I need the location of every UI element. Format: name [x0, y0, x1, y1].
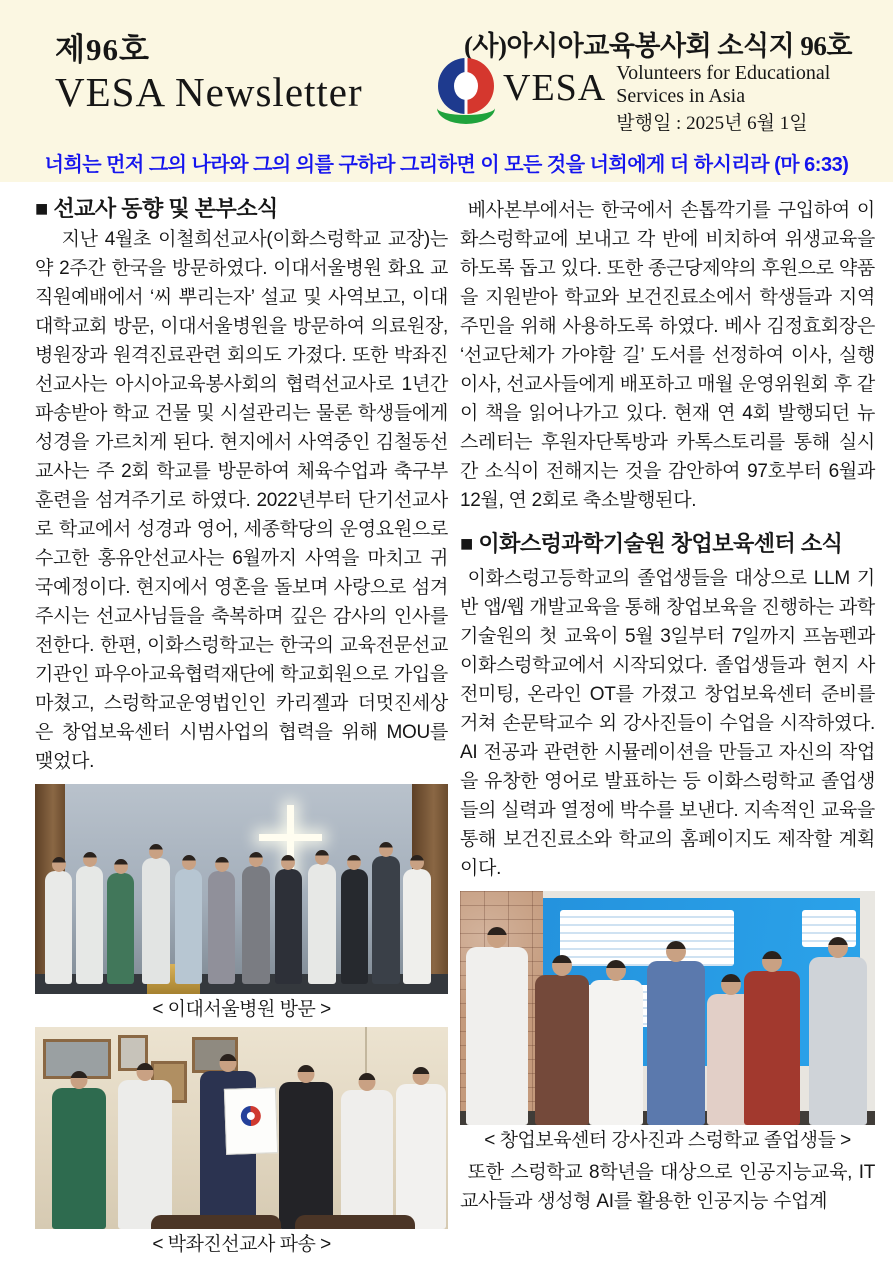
person-silhouette: [341, 1090, 393, 1229]
photo-hospital-visit: [35, 784, 448, 994]
person-silhouette: [52, 1088, 106, 1229]
person-silhouette: [175, 869, 202, 985]
person-silhouette: [403, 869, 431, 985]
hq-news-paragraph: 베사본부에서는 한국에서 손톱깍기를 구입하여 이화스렁학교에 보내고 각 반에 비치하여 위생교육을 하도록 돕고 있다. 또한 종근당제약의 후원으로 약품을 지원받아 학교와 보건진료소에서 학생들과 지역주민을 위해 사용하도록 하였다. 베사 김정효회장은 ‘선교단체가 가야할 길’ 도서를 선정하여 이사, 실행이사, 선교사들에게 배포하고 매월 운영위원회 후 같이 책을 읽어나가고 있다. 현재 연 4회 발행되던 뉴스레터는 후원자단톡방과 카톡스토리를 통해 실시간 소식이 전해지는 것을 감안하여 97호부터 6월과 12월, 연 2회로 축소발행된다.: [460, 200, 875, 511]
missionary-news-paragraph: 지난 4월초 이철희선교사(이화스렁학교 교장)는 약 2주간 한국을 방문하였다. 이대서울병원 화요 교직원예배에서 ‘씨 뿌리는자’ 설교 및 사역보고, 이대대학교회 방문, 이대서울병원을 방문하여 의료원장, 병원장과 원격진료관련 회의도 가졌다. 또한 박좌진선교사는 아시아교육봉사회의 협력선교사로 1년간 파송받아 학교 건물 및 시설관리는 물론 학생들에게 성경을 가르치게 된다. 현지에서 사역중인 김철동선교사는 주 2회 학교를 방문하여 체육수업과 축구부 훈련을 섬겨주기로 하였다. 2022년부터 단기선교사로 학교에서 성경과 영어, 세종학당의 운영요원으로 수고한 홍유안선교사는 6월까지 사역을 마치고 귀국예정이다. 현지에서 영혼을 돌보며 사랑으로 섬겨주시는 선교사님들을 축복하며 깊은 감사의 인사를 전한다. 한편, 이화스렁학교는 한국의 교육전문선교기관인 파우아교육협력재단에 학교회원으로 가입을 마쳤고, 스렁학교운영법인인 카리젤과 더멋진세상은 창업보육센터 시범사업의 협력을 위해 MOU를 맺었다.: [35, 229, 448, 772]
person-silhouette: [809, 957, 867, 1125]
mou-certificate: [224, 1087, 278, 1155]
photo-caption-incubation-center: < 창업보육센터 강사진과 스렁학교 졸업생들 >: [484, 1130, 851, 1151]
logo-smile-arc: [437, 92, 495, 124]
person-silhouette: [396, 1084, 446, 1229]
article-columns: [0, 182, 893, 1262]
person-silhouette: [647, 961, 705, 1125]
person-silhouette: [341, 869, 368, 985]
right-column: [460, 196, 875, 1262]
figure-hospital-visit: [35, 784, 448, 1021]
person-silhouette: [535, 975, 589, 1125]
incubation-center-paragraph: 이화스렁고등학교의 졸업생들을 대상으로 LLM 기반 앱/웹 개발교육을 통해 창업보육을 진행하는 과학기술원의 첫 교육이 5월 3일부터 7일까지 프놈펜과 이화스렁학교에서 시작되었다. 졸업생들과 현지 사전미팅, 온라인 OT를 가졌고 창업보육센터 준비를 거쳐 손문탁교수 외 강사진들이 수업을 시작하였다. AI 전공과 관련한 시뮬레이션을 만들고 자신의 작업을 유창한 영어로 발표하는 등 이화스렁학교 졸업생들의 실력과 열정에 박수를 보낸다. 지속적인 교육을 통해 보건진료소와 학교의 홈페이지도 제작할 계획이다.: [460, 568, 875, 879]
chair-back: [295, 1215, 415, 1229]
person-silhouette: [142, 858, 170, 984]
person-silhouette: [76, 866, 103, 984]
left-column: [35, 196, 448, 1262]
chair-back: [151, 1215, 281, 1229]
person-silhouette: [589, 980, 643, 1125]
subtitle-line2: Services in Asia: [616, 85, 746, 107]
person-silhouette: [45, 871, 72, 984]
photo-caption-missionary-dispatch: < 박좌진선교사 파송 >: [152, 1234, 331, 1255]
person-silhouette: [275, 869, 302, 985]
person-silhouette: [744, 971, 800, 1125]
cross-icon: [259, 834, 322, 841]
person-silhouette: [242, 866, 270, 984]
person-silhouette: [208, 871, 235, 984]
person-silhouette: [308, 864, 336, 984]
person-silhouette: [372, 856, 400, 984]
newsletter-title: VESA Newsletter: [55, 69, 363, 115]
person-silhouette: [118, 1080, 172, 1229]
photo-incubation-center: [460, 891, 875, 1125]
issue-number: 제96호: [55, 32, 150, 67]
section-heading-incubation-center: ■ 이화스렁과학기술원 창업보육센터 소식: [460, 531, 843, 556]
person-silhouette: [279, 1082, 333, 1229]
person-silhouette: [466, 947, 528, 1125]
masthead: [0, 0, 893, 182]
photo-caption-hospital-visit: < 이대서울병원 방문 >: [152, 999, 331, 1020]
publish-date: 발행일 : 2025년 6월 1일: [616, 113, 808, 134]
section-heading-missionary-news: ■ 선교사 동향 및 본부소식: [35, 196, 278, 221]
slide-content-box: [560, 910, 734, 966]
figure-missionary-dispatch: [35, 1027, 448, 1256]
subtitle-line1: Volunteers for Educational: [616, 62, 831, 84]
vesa-donut-logo-icon: [437, 58, 495, 130]
figure-incubation-center: [460, 891, 875, 1152]
scripture-verse: 너희는 먼저 그의 나라와 그의 의를 구하라 그리하면 이 모든 것을 너희에게 더 하시리라 (마 6:33): [44, 154, 849, 176]
vesa-wordmark: VESA: [503, 67, 607, 109]
brand-subtitle: [616, 62, 830, 135]
certificate-logo-icon: [240, 1105, 261, 1126]
org-name: (사)아시아교육봉사회 소식지 96호: [463, 31, 852, 61]
closing-paragraph: 또한 스렁학교 8학년을 대상으로 인공지능교육, IT교사들과 생성형 AI를 활용한 인공지능 수업계: [460, 1162, 875, 1212]
brand-block: [437, 58, 830, 135]
photo-missionary-dispatch: [35, 1027, 448, 1229]
person-silhouette: [107, 873, 134, 984]
